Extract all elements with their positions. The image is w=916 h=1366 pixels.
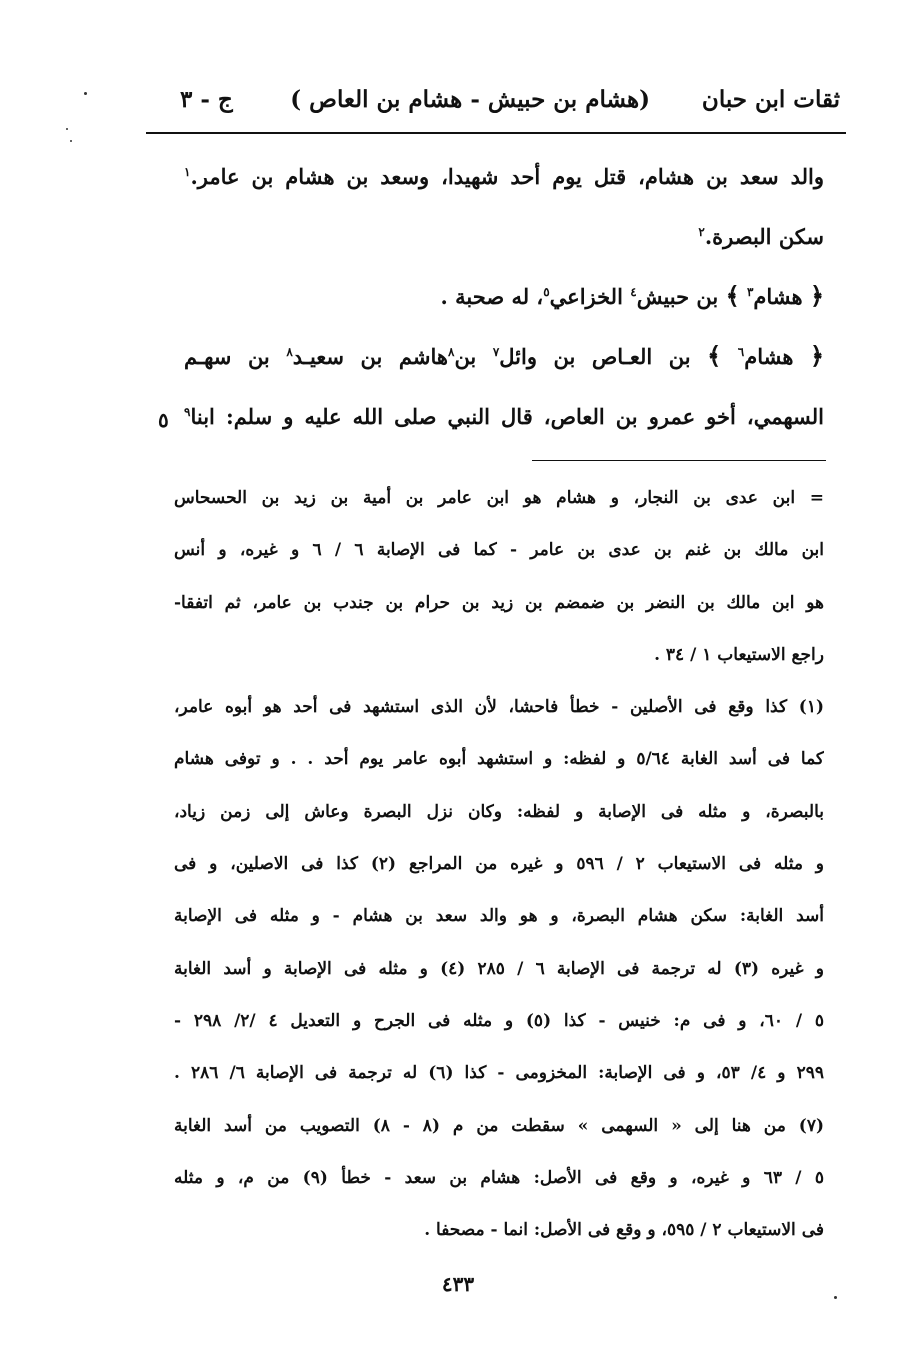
book-title: ثقات ابن حبان [701,86,840,113]
ornate-bracket-open: ﴿ [809,341,824,370]
footnotes [174,476,824,1260]
line-number: ٥ [158,408,169,432]
page-number: ٤٣٣ [441,1272,475,1296]
ornate-bracket-open: ﴿ [809,281,824,310]
footnote-ref: ٨ [447,345,455,359]
footnote-ref: ٥ [543,285,550,299]
entry-hisham-ibn-al-as: ﴿ هشام$^٦$ ﴾ بن العـاص بن وائل$^٧$ بن$^٨$هاشم بن سعيـد$^٨$ بن سهـم [184,341,824,370]
footnote-line: أسد الغابة: سكن هشام البصرة، و هو والد سعد بن هشام - و مثله فى الإصابة [174,906,824,927]
footnote-line: (١) كذا وقع فى الأصلين - خطأ فاحشا، لأن الذى استشهد فى أحد هو أبوه عامر، [174,697,824,718]
footnote-ref: ٧ [492,345,500,359]
footnote-line: ٥ / ٦٣ و غيره، و وقع فى الأصل: هشام بن سعد - خطأ (٩) من م، و مثله [174,1167,824,1188]
header-rule [146,132,846,134]
footnote-line: فى الاستيعاب ٢ / ٥٩٥، و وقع فى الأصل: انما - مصحفا . [424,1220,824,1241]
footnote-ref: ٣ [746,285,754,299]
footnote-line: كما فى أسد الغابة ٥/٦٤ و لفظه: و استشهد أبوه عامر يوم أحد . . و توفى هشام [174,749,824,770]
scan-speck [834,1296,837,1299]
footnote-ref: ٤ [630,285,637,299]
ornate-bracket-close: ﴾ [725,281,740,310]
footnote-ref: ١ [184,165,191,179]
footnote-line: بالبصرة، و مثله فى الإصابة و لفظه: وكان نزل البصرة وعاش إلى زمن زياد، [174,801,824,822]
running-header [150,78,840,124]
text-line-5: السهمي، أخو عمرو بن العاص، قال النبي صلى الله عليه و سلم: ابنا$^٩$ [184,404,824,429]
ornate-bracket-close: ﴾ [707,341,722,370]
footnote-ref: ٦ [737,345,745,359]
footnote-line: و مثله فى الاستيعاب ٢ / ٥٩٦ و غيره من المراجع (٢) كذا فى الاصلين، و فى [174,854,824,875]
footnote-ref: ٢ [698,225,705,239]
text-line-2: سكن البصرة.$^٢$ [698,224,824,249]
scan-speck [66,128,68,130]
section-title: (هشام بن حبيش - هشام بن العاص ) [290,86,650,113]
footnote-line: و غيره (٣) له ترجمة فى الإصابة ٦ / ٢٨٥ (٤) و مثله فى الإصابة و أسد الغابة [174,958,824,979]
footnote-ref: ٨ [286,345,293,359]
footnote-ref: ٩ [184,405,191,419]
scan-speck [70,140,72,142]
entry-name: هشام [744,344,794,369]
footnote-line: (٧) من هنا إلى « السهمى » سقطت من م (٨ - ٨) التصويب من أسد الغابة [174,1115,824,1136]
entry-name: هشام [753,284,803,309]
footnote-line: = ابن عدى بن النجار، و هشام هو ابن عامر بن أمية بن زيد بن الحسحاس [174,488,824,508]
text-line-1: والد سعد بن هشام، قتل يوم أحد شهيدا، وسعد بن هشام بن عامر.$^١$ [184,164,824,189]
footnote-separator [532,460,826,461]
volume-label: ج - ٣ [180,86,233,113]
footnote-line: راجع الاستيعاب ١ / ٣٤ . [654,644,824,665]
main-text [184,146,824,446]
scan-speck [84,92,87,95]
footnote-line: هو ابن مالك بن النضر بن ضمضم بن زيد بن حرام بن جندب بن عامر، ثم اتفقا- [174,592,824,613]
footnote-line: ٢٩٩ و ٤/ ٥٣، و فى الإصابة: المخزومى - كذا (٦) له ترجمة فى الإصابة ٦/ ٢٨٦ . [174,1063,824,1084]
entry-hisham-ibn-hubaysh: ﴿ هشام$^٣$ ﴾ بن حبيش$^٤$ الخزاعي$^٥$، له صحبة . [440,281,824,310]
footnote-line: ٥ / ٦٠، و فى م: خنيس - كذا (٥) و مثله فى الجرح و التعديل ٤ /٢/ ٢٩٨ - [174,1010,824,1031]
footnote-line: ابن مالك بن غنم بن عدى بن عامر - كما فى الإصابة ٦ / ٦ و غيره، و أنس [174,540,824,561]
